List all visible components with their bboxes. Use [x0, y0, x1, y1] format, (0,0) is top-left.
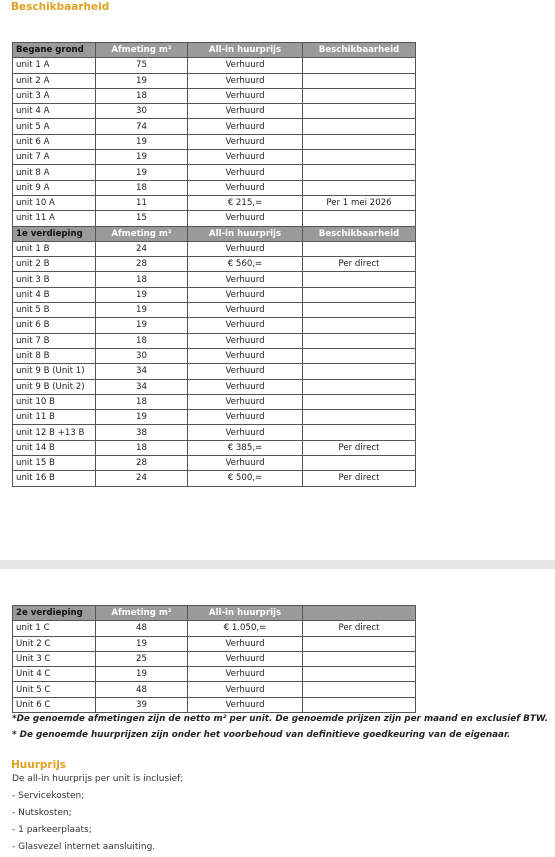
availability-cell — [303, 456, 416, 471]
size-cell: 34 — [96, 379, 188, 394]
table-header-row — [13, 606, 416, 621]
price-cell: Verhuurd — [188, 456, 303, 471]
page-separator — [0, 560, 555, 569]
availability-cell: Per direct — [303, 440, 416, 455]
unit-cell: unit 9 A — [13, 180, 96, 195]
table-row — [13, 667, 416, 682]
unit-cell: Unit 6 C — [13, 697, 96, 712]
size-cell: 39 — [96, 697, 188, 712]
availability-cell — [303, 410, 416, 425]
unit-cell: unit 9 B (Unit 1) — [13, 364, 96, 379]
table-header-row — [13, 226, 416, 241]
availability-cell — [303, 241, 416, 256]
availability-cell — [303, 150, 416, 165]
availability-cell — [303, 697, 416, 712]
price-cell: Verhuurd — [188, 165, 303, 180]
table-row — [13, 211, 416, 226]
unit-cell: unit 8 B — [13, 348, 96, 363]
unit-cell: unit 16 B — [13, 471, 96, 486]
size-cell: 18 — [96, 272, 188, 287]
unit-cell: unit 9 B (Unit 2) — [13, 379, 96, 394]
availability-cell — [303, 88, 416, 103]
page-title: Beschikbaarheid — [11, 1, 110, 13]
availability-cell — [303, 394, 416, 409]
size-cell: 19 — [96, 165, 188, 180]
size-cell: 19 — [96, 73, 188, 88]
column-header: All-in huurprijs — [188, 43, 303, 58]
availability-cell — [303, 333, 416, 348]
size-cell: 24 — [96, 471, 188, 486]
table-row — [13, 621, 416, 636]
size-cell: 30 — [96, 348, 188, 363]
unit-cell: unit 11 B — [13, 410, 96, 425]
table-row — [13, 333, 416, 348]
column-header: Afmeting m² — [96, 43, 188, 58]
size-cell: 48 — [96, 621, 188, 636]
huurprijs-intro: De all-in huurprijs per unit is inclusief; — [12, 774, 184, 784]
huurprijs-item: - Nutskosten; — [12, 808, 72, 818]
table-row — [13, 180, 416, 195]
size-cell: 19 — [96, 150, 188, 165]
availability-cell — [303, 425, 416, 440]
price-cell: Verhuurd — [188, 697, 303, 712]
unit-cell: unit 14 B — [13, 440, 96, 455]
unit-cell: unit 7 A — [13, 150, 96, 165]
size-cell: 28 — [96, 257, 188, 272]
unit-cell: Unit 3 C — [13, 651, 96, 666]
price-cell: Verhuurd — [188, 333, 303, 348]
unit-cell: unit 5 A — [13, 119, 96, 134]
price-cell: Verhuurd — [188, 667, 303, 682]
unit-cell: unit 3 B — [13, 272, 96, 287]
availability-cell: Per direct — [303, 471, 416, 486]
unit-cell: unit 1 A — [13, 58, 96, 73]
table-row — [13, 471, 416, 486]
unit-cell: unit 15 B — [13, 456, 96, 471]
availability-cell — [303, 287, 416, 302]
size-cell: 18 — [96, 333, 188, 348]
table-row — [13, 134, 416, 149]
availability-cell — [303, 667, 416, 682]
unit-cell: unit 1 C — [13, 621, 96, 636]
table-row — [13, 682, 416, 697]
unit-cell: unit 10 A — [13, 195, 96, 210]
availability-table-ground-first — [12, 42, 416, 487]
availability-cell: Per direct — [303, 257, 416, 272]
availability-cell — [303, 165, 416, 180]
unit-cell: unit 6 A — [13, 134, 96, 149]
price-cell: Verhuurd — [188, 287, 303, 302]
size-cell: 48 — [96, 682, 188, 697]
column-header: All-in huurprijs — [188, 606, 303, 621]
size-cell: 38 — [96, 425, 188, 440]
size-cell: 75 — [96, 58, 188, 73]
size-cell: 24 — [96, 241, 188, 256]
price-cell: Verhuurd — [188, 364, 303, 379]
price-cell: € 560,= — [188, 257, 303, 272]
table-row — [13, 697, 416, 712]
table-row — [13, 636, 416, 651]
table-row — [13, 318, 416, 333]
huurprijs-item: - 1 parkeerplaats; — [12, 825, 92, 835]
unit-cell: unit 4 B — [13, 287, 96, 302]
table-row — [13, 410, 416, 425]
unit-cell: unit 3 A — [13, 88, 96, 103]
size-cell: 18 — [96, 180, 188, 195]
price-cell: Verhuurd — [188, 394, 303, 409]
table-row — [13, 348, 416, 363]
unit-cell: unit 7 B — [13, 333, 96, 348]
availability-cell — [303, 180, 416, 195]
size-cell: 19 — [96, 636, 188, 651]
availability-cell — [303, 119, 416, 134]
unit-cell: Unit 2 C — [13, 636, 96, 651]
price-cell: Verhuurd — [188, 241, 303, 256]
price-cell: Verhuurd — [188, 272, 303, 287]
table-row — [13, 651, 416, 666]
size-cell: 74 — [96, 119, 188, 134]
price-cell: Verhuurd — [188, 651, 303, 666]
price-cell: Verhuurd — [188, 104, 303, 119]
price-cell: Verhuurd — [188, 88, 303, 103]
size-cell: 18 — [96, 440, 188, 455]
column-header: Afmeting m² — [96, 606, 188, 621]
unit-cell: unit 12 B +13 B — [13, 425, 96, 440]
availability-cell — [303, 364, 416, 379]
size-cell: 19 — [96, 410, 188, 425]
column-header: All-in huurprijs — [188, 226, 303, 241]
huurprijs-item: - Servicekosten; — [12, 791, 85, 801]
price-cell: Verhuurd — [188, 150, 303, 165]
availability-table-second-floor — [12, 605, 416, 713]
size-cell: 25 — [96, 651, 188, 666]
table-row — [13, 165, 416, 180]
price-cell: Verhuurd — [188, 348, 303, 363]
price-cell: € 500,= — [188, 471, 303, 486]
unit-cell: unit 6 B — [13, 318, 96, 333]
table-row — [13, 241, 416, 256]
price-cell: Verhuurd — [188, 134, 303, 149]
availability-cell: Per direct — [303, 621, 416, 636]
unit-cell: Unit 5 C — [13, 682, 96, 697]
unit-cell: unit 11 A — [13, 211, 96, 226]
footnote-approval: * De genoemde huurprijzen zijn onder het voorbehoud van definitieve goedkeuring van de eigenaar. — [12, 730, 511, 740]
unit-cell: unit 5 B — [13, 303, 96, 318]
table-row — [13, 195, 416, 210]
column-header — [303, 606, 416, 621]
price-cell: € 1.050,= — [188, 621, 303, 636]
size-cell: 15 — [96, 211, 188, 226]
price-cell: Verhuurd — [188, 682, 303, 697]
availability-cell — [303, 134, 416, 149]
size-cell: 34 — [96, 364, 188, 379]
unit-cell: unit 8 A — [13, 165, 96, 180]
unit-cell: unit 4 A — [13, 104, 96, 119]
size-cell: 19 — [96, 318, 188, 333]
table-row — [13, 119, 416, 134]
price-cell: Verhuurd — [188, 180, 303, 195]
huurprijs-title: Huurprijs — [11, 759, 67, 771]
column-header: Begane grond — [13, 43, 96, 58]
table-row — [13, 440, 416, 455]
huurprijs-item: - Glasvezel internet aansluiting. — [12, 842, 156, 852]
table-row — [13, 287, 416, 302]
availability-cell — [303, 303, 416, 318]
availability-cell — [303, 104, 416, 119]
availability-cell: Per 1 mei 2026 — [303, 195, 416, 210]
availability-cell — [303, 272, 416, 287]
price-cell: Verhuurd — [188, 73, 303, 88]
size-cell: 28 — [96, 456, 188, 471]
price-cell: Verhuurd — [188, 379, 303, 394]
size-cell: 18 — [96, 394, 188, 409]
size-cell: 19 — [96, 303, 188, 318]
unit-cell: unit 1 B — [13, 241, 96, 256]
footnote-sizes: *De genoemde afmetingen zijn de netto m² per unit. De genoemde prijzen zijn per maand en exclusief BTW. — [12, 714, 549, 724]
price-cell: Verhuurd — [188, 425, 303, 440]
availability-cell — [303, 636, 416, 651]
unit-cell: unit 10 B — [13, 394, 96, 409]
price-cell: Verhuurd — [188, 211, 303, 226]
table-row — [13, 73, 416, 88]
price-cell: € 385,= — [188, 440, 303, 455]
table-row — [13, 104, 416, 119]
price-cell: Verhuurd — [188, 119, 303, 134]
price-cell: Verhuurd — [188, 636, 303, 651]
size-cell: 19 — [96, 134, 188, 149]
unit-cell: Unit 4 C — [13, 667, 96, 682]
availability-cell — [303, 348, 416, 363]
column-header: Afmeting m² — [96, 226, 188, 241]
table-header-row — [13, 43, 416, 58]
table-row — [13, 379, 416, 394]
availability-cell — [303, 211, 416, 226]
availability-cell — [303, 379, 416, 394]
table-row — [13, 303, 416, 318]
table-row — [13, 425, 416, 440]
table-row — [13, 150, 416, 165]
size-cell: 30 — [96, 104, 188, 119]
price-cell: Verhuurd — [188, 58, 303, 73]
column-header: Beschikbaarheid — [303, 226, 416, 241]
availability-cell — [303, 73, 416, 88]
price-cell: Verhuurd — [188, 410, 303, 425]
size-cell: 19 — [96, 667, 188, 682]
table-row — [13, 88, 416, 103]
price-cell: Verhuurd — [188, 318, 303, 333]
table-row — [13, 456, 416, 471]
size-cell: 19 — [96, 287, 188, 302]
price-cell: € 215,= — [188, 195, 303, 210]
size-cell: 11 — [96, 195, 188, 210]
table-row — [13, 272, 416, 287]
availability-cell — [303, 682, 416, 697]
price-cell: Verhuurd — [188, 303, 303, 318]
table-row — [13, 364, 416, 379]
unit-cell: unit 2 A — [13, 73, 96, 88]
table-row — [13, 394, 416, 409]
table-row — [13, 58, 416, 73]
size-cell: 18 — [96, 88, 188, 103]
availability-cell — [303, 651, 416, 666]
column-header: Beschikbaarheid — [303, 43, 416, 58]
availability-cell — [303, 58, 416, 73]
column-header: 1e verdieping — [13, 226, 96, 241]
availability-cell — [303, 318, 416, 333]
unit-cell: unit 2 B — [13, 257, 96, 272]
column-header: 2e verdieping — [13, 606, 96, 621]
table-row — [13, 257, 416, 272]
